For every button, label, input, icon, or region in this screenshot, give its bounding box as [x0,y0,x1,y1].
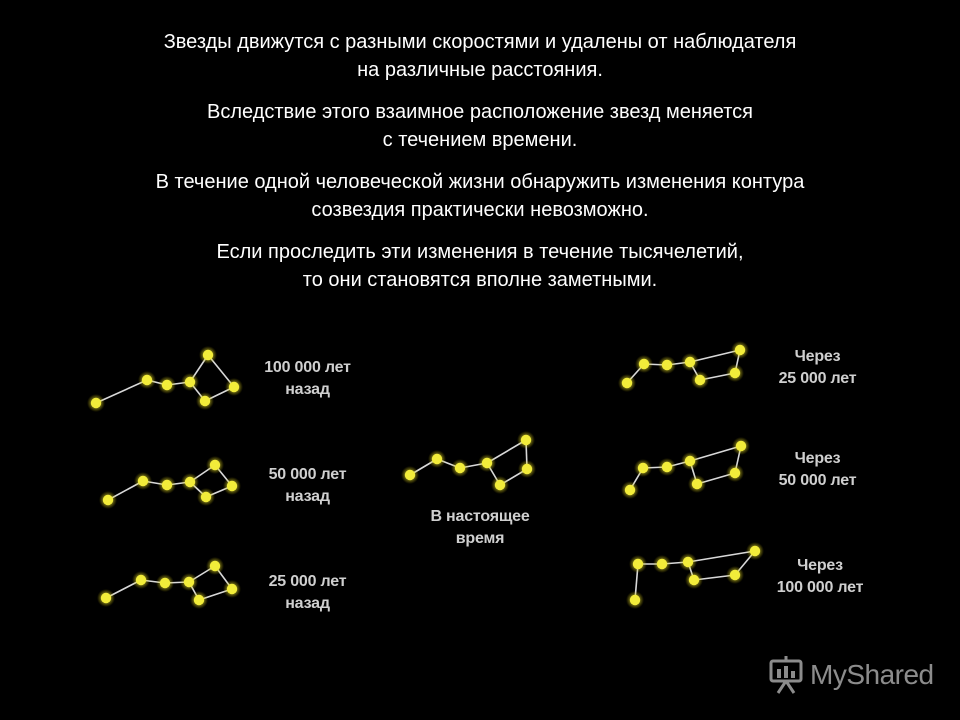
watermark [768,655,934,695]
star [103,495,113,505]
label-past-25k [240,571,375,615]
intro-paragraph-2-line-2: с течением времени. [382,129,578,151]
star [730,368,740,378]
intro-paragraph-4-line-2: то они становятся вполне заметными. [302,269,658,291]
star [730,468,740,478]
intro-paragraph-3-line-2: созвездия практически невозможно. [311,199,649,221]
star [227,584,237,594]
star [162,480,172,490]
star [194,595,204,605]
label-past-50k [240,464,375,508]
star [432,454,442,464]
star [730,570,740,580]
star [101,593,111,603]
label-present-line-2: время [455,530,505,547]
intro-paragraph-1-line-1: Звезды движутся с разными скоростями и удалены от наблюдателя [163,31,797,53]
star [229,382,239,392]
star [203,350,213,360]
constellation-past-100k [87,346,243,412]
star [184,577,194,587]
star [622,378,632,388]
constellation-future-50k [621,437,750,499]
constellation-past-25k [97,557,241,609]
star [136,575,146,585]
label-past-25k-line-2: назад [285,595,330,612]
constellation-present [401,431,536,494]
label-future-25k [760,346,875,390]
label-present [405,506,555,550]
label-future-50k-line-1: Через [794,450,841,467]
star [689,575,699,585]
label-future-100k [760,555,880,599]
star [692,479,702,489]
constellation-future-25k [618,341,749,392]
star [210,460,220,470]
star [685,357,695,367]
star [683,557,693,567]
star [736,441,746,451]
constellation-future-100k [626,542,764,609]
star [160,578,170,588]
star [138,476,148,486]
label-future-50k-line-2: 50 000 лет [778,472,857,489]
constellation-line [688,551,755,562]
star [657,559,667,569]
label-future-25k-line-2: 25 000 лет [778,370,857,387]
watermark-text: MyShared [810,659,934,690]
label-past-50k-line-1: 50 000 лет [268,466,347,483]
star [200,396,210,406]
star [91,398,101,408]
label-past-25k-line-1: 25 000 лет [268,573,347,590]
constellation-past-50k [99,456,241,509]
star [185,377,195,387]
star [521,435,531,445]
star [227,481,237,491]
star [495,480,505,490]
star [750,546,760,556]
label-past-100k [240,357,375,401]
constellation-layer [87,341,764,609]
intro-paragraph-4-line-1: Если проследить эти изменения в течение тысячелетий, [216,241,744,263]
star [638,463,648,473]
label-future-50k [760,448,875,492]
star [735,345,745,355]
star [455,463,465,473]
label-past-100k-line-1: 100 000 лет [264,359,351,376]
star [522,464,532,474]
label-future-100k-line-2: 100 000 лет [776,579,864,596]
label-present-line-1: В настоящее [430,508,530,525]
star [142,375,152,385]
star [695,375,705,385]
intro-paragraph-2-line-1: Вследствие этого взаимное расположение звезд меняется [207,101,753,123]
star [482,458,492,468]
intro-paragraph-1-line-2: на различные расстояния. [357,59,603,81]
star [185,477,195,487]
star [639,359,649,369]
label-future-25k-line-1: Через [794,348,841,365]
label-past-100k-line-2: назад [285,381,330,398]
star [630,595,640,605]
star [662,462,672,472]
star [162,380,172,390]
star [625,485,635,495]
star [633,559,643,569]
label-future-100k-line-1: Через [797,557,843,574]
star [662,360,672,370]
star [210,561,220,571]
star [685,456,695,466]
label-past-50k-line-2: назад [285,488,330,505]
star [201,492,211,502]
presentation-board-icon [768,655,804,695]
star [405,470,415,480]
intro-paragraph-3-line-1: В течение одной человеческой жизни обнаружить изменения контура [155,171,805,193]
